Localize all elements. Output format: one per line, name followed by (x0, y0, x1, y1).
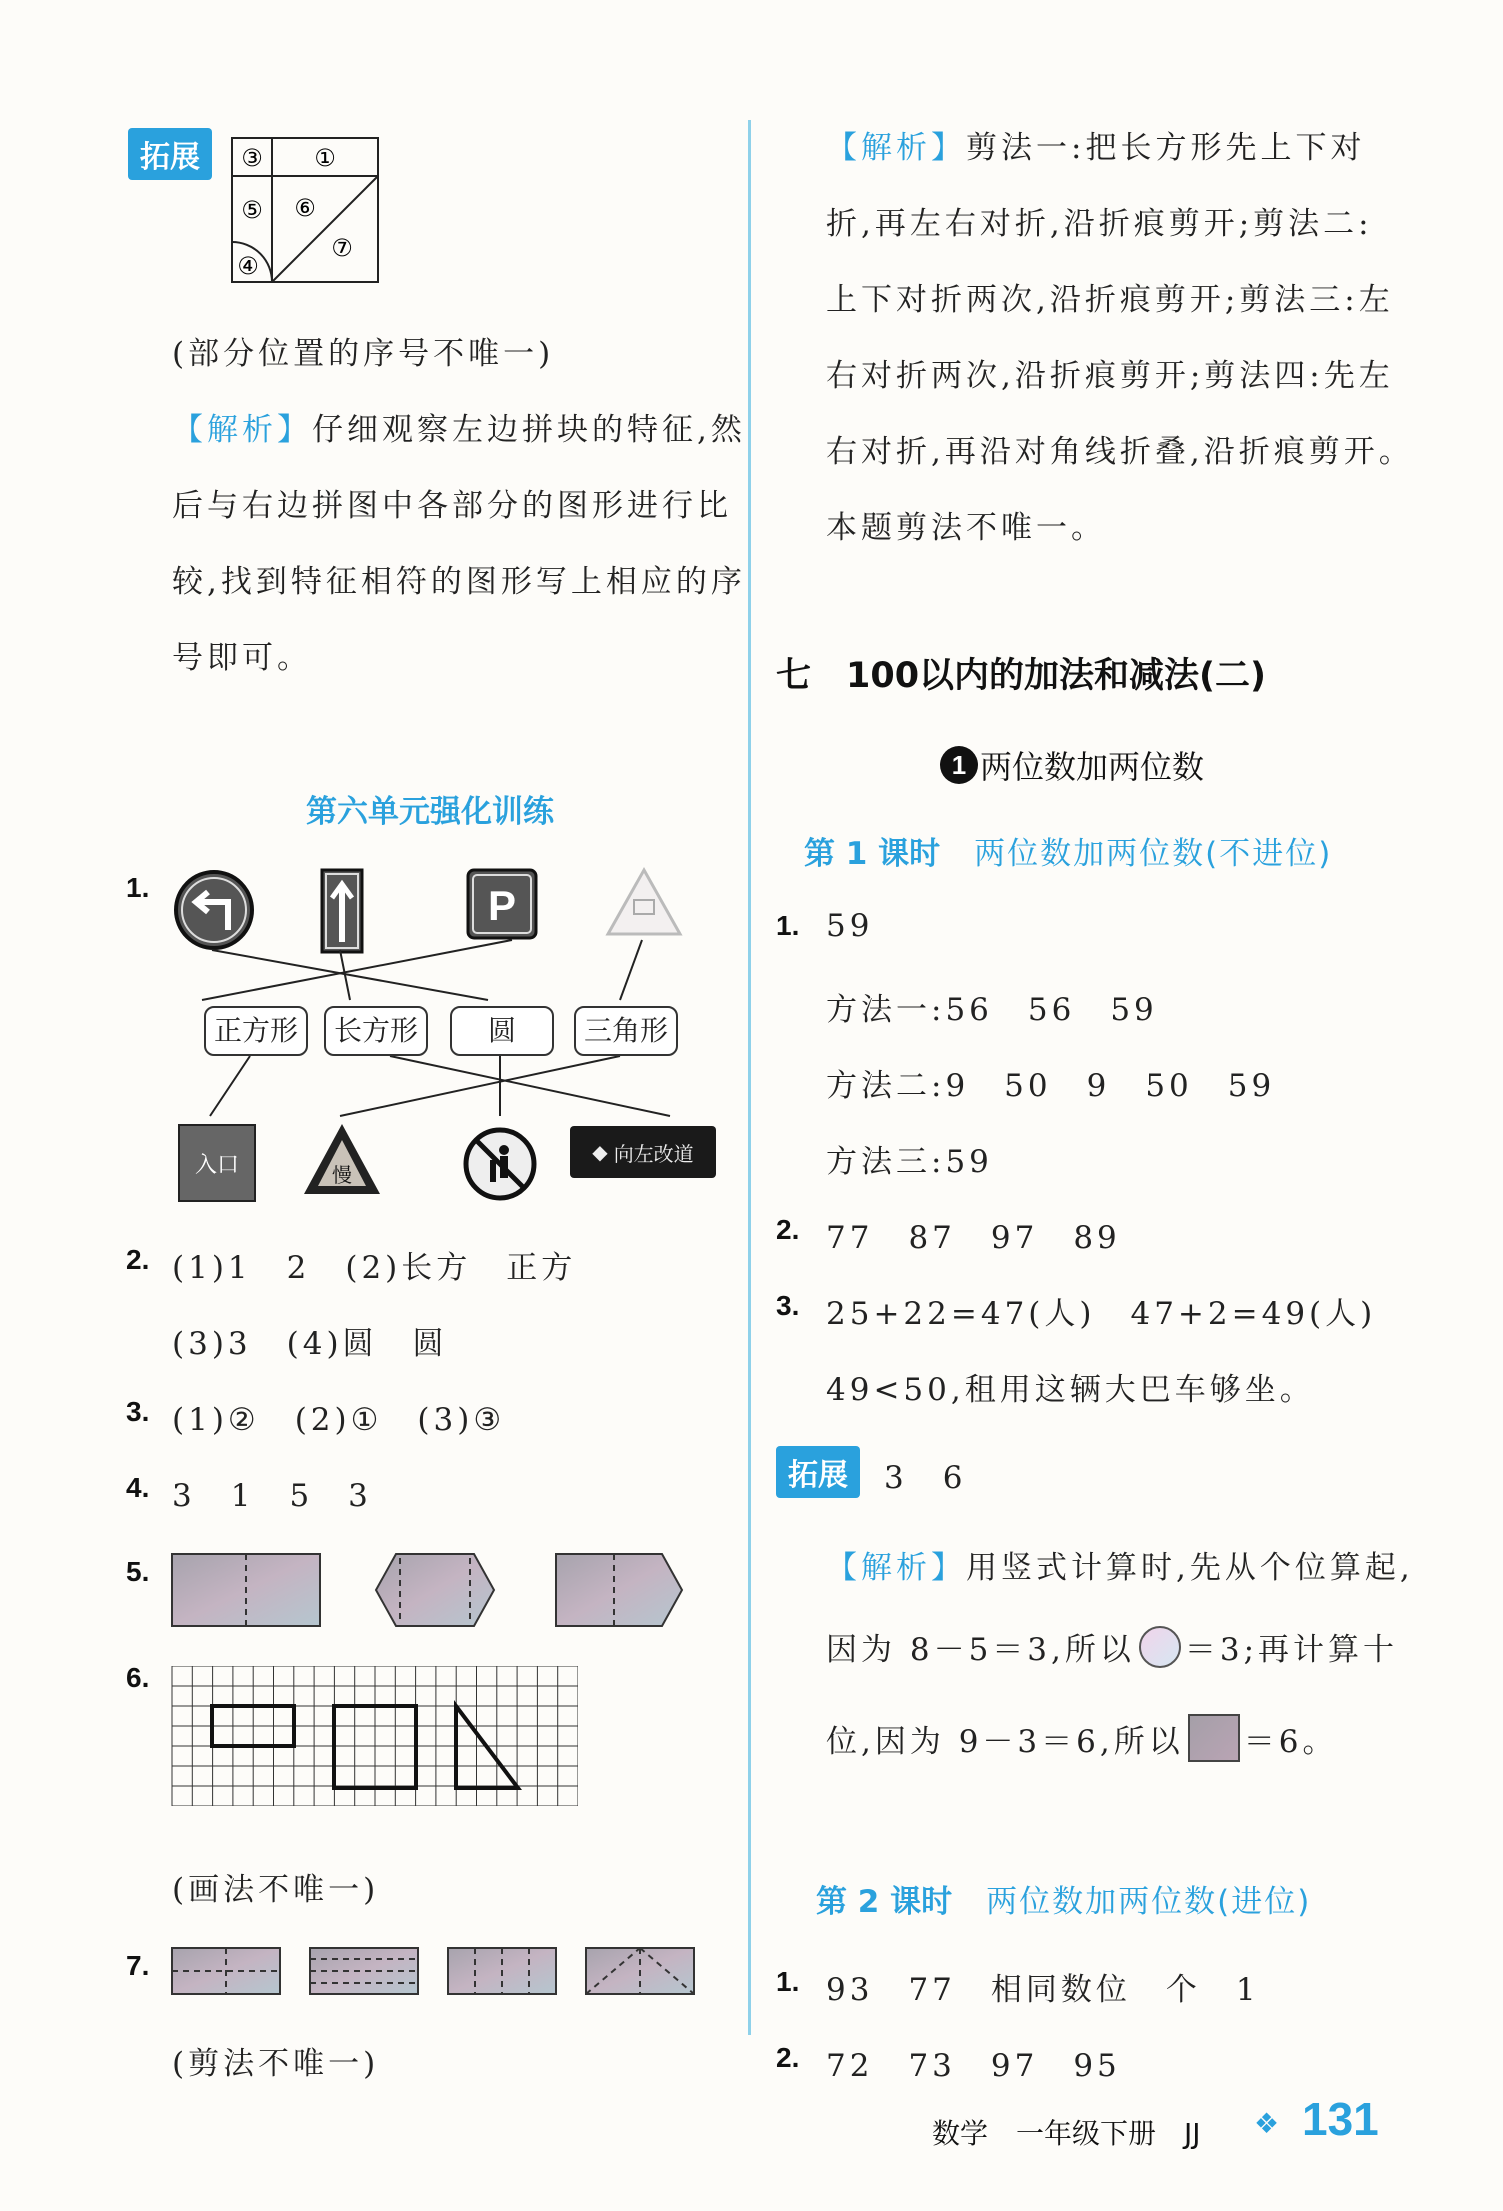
right-analysis2-tag: 【解析】 (826, 1550, 966, 1586)
a1-method-2: 方法二:9 50 9 50 59 (826, 1068, 1276, 1104)
a1-method-3: 方法三:59 (826, 1144, 993, 1180)
right-analysis-line-3: 上下对折两次,沿折痕剪开;剪法三:左 (826, 282, 1394, 318)
square-placeholder-icon (1188, 1714, 1240, 1762)
a3-answer-line-2: 49<50,租用这辆大巴车够坐。 (826, 1372, 1315, 1408)
analysis-line-2: 后与右边拼图中各部分的图形进行比 (172, 488, 732, 524)
section-title: 两位数加两位数 (980, 748, 1205, 786)
a1-answer: 59 (826, 908, 874, 944)
label-triangle: 三角形 (574, 1006, 678, 1056)
b1-answer: 93 77 相同数位 个 1 (826, 1972, 1260, 2008)
right-analysis-line-5: 右对折,再沿对角线折叠,沿折痕剪开。 (826, 434, 1414, 470)
svg-text:慢: 慢 (332, 1163, 352, 1187)
column-divider (748, 120, 751, 2035)
label-square: 正方形 (204, 1006, 308, 1056)
extension-badge: 拓展 (128, 128, 212, 180)
entry-sign: 入口 (178, 1124, 256, 1202)
b2-number: 2. (776, 2042, 800, 2073)
puzzle-label-1: ① (314, 144, 336, 172)
q5-fold-figures (170, 1550, 690, 1632)
puzzle-label-3: ③ (241, 144, 263, 172)
slow-sign (300, 1120, 384, 1198)
q2-answer-line-2: (3)3 (4)圆 圆 (172, 1326, 448, 1362)
circle-placeholder-icon (1139, 1626, 1181, 1668)
q4-answer: 3 1 5 3 (172, 1478, 372, 1514)
right-analysis2-line-1: 【解析】用竖式计算时,先从个位算起, (826, 1550, 1414, 1586)
q7-number: 7. (126, 1950, 150, 1981)
right-analysis-tag: 【解析】 (826, 130, 966, 166)
lesson-2-heading (816, 1876, 1311, 1921)
right-extension-badge: 拓展 (776, 1446, 860, 1498)
lesson-2-title: 两位数加两位数(进位) (986, 1884, 1312, 1920)
note-drawing-not-unique: (画法不唯一) (172, 1872, 380, 1908)
analysis-tag: 【解析】 (172, 412, 312, 448)
q6-number: 6. (126, 1662, 150, 1693)
lesson-1-label: 第 1 课时 (804, 836, 941, 872)
q7-cut-figures (170, 1944, 700, 2000)
q4-number: 4. (126, 1472, 150, 1503)
puzzle-label-6: ⑥ (294, 194, 316, 222)
label-circle: 圆 (450, 1006, 554, 1056)
no-entry-sign (462, 1126, 538, 1202)
q3-number: 3. (126, 1396, 150, 1427)
right-analysis2-line-2: 因为 8－5＝3,所以 ＝3;再计算十 (826, 1624, 1398, 1669)
q3-answer: (1)② (2)① (3)③ (172, 1402, 506, 1438)
page-number: 131 (1302, 2093, 1379, 2145)
note-cut-not-unique: (剪法不唯一) (172, 2046, 380, 2082)
b1-number: 1. (776, 1966, 800, 1997)
a2-number: 2. (776, 1214, 800, 1245)
analysis-line-1: 【解析】仔细观察左边拼块的特征,然 (172, 412, 746, 448)
unit-title: 第六单元强化训练 (306, 794, 554, 830)
a3-answer-line-1: 25+22=47(人) 47+2=49(人) (826, 1296, 1377, 1332)
diamond-icon: ❖ (1254, 2107, 1280, 2140)
a3-number: 3. (776, 1290, 800, 1321)
detour-arrow-icon: ◆ (592, 1140, 608, 1164)
analysis-line-3: 较,找到特征相符的图形写上相应的序 (172, 564, 746, 600)
right-analysis-line-6: 本题剪法不唯一。 (826, 510, 1106, 546)
right-analysis2-line-3: 位,因为 9－3＝6,所以 ＝6。 (826, 1714, 1337, 1762)
q5-number: 5. (126, 1556, 150, 1587)
right-analysis-line-2: 折,再左右对折,沿折痕剪开;剪法二: (826, 206, 1373, 242)
section-heading (940, 742, 1204, 788)
label-rectangle: 长方形 (324, 1006, 428, 1056)
chapter-title: 七 100以内的加法和减法(二) (776, 656, 1267, 696)
a1-number: 1. (776, 910, 800, 941)
puzzle-label-4: ④ (237, 252, 259, 280)
lesson-2-label: 第 2 课时 (816, 1884, 953, 1920)
puzzle-figure (230, 136, 380, 284)
b2-answer: 72 73 97 95 (826, 2048, 1121, 2084)
note-not-unique: (部分位置的序号不唯一) (172, 336, 555, 372)
puzzle-label-5: ⑤ (241, 196, 263, 224)
lesson-1-title: 两位数加两位数(不进位) (974, 836, 1333, 872)
a2-answer: 77 87 97 89 (826, 1220, 1121, 1256)
q1-number: 1. (126, 872, 150, 903)
q6-grid-drawing (170, 1666, 578, 1806)
lesson-1-heading (804, 828, 1332, 873)
detour-left-sign: ◆ 向左改道 (570, 1126, 716, 1178)
footer-subject: 数学 一年级下册 JJ (932, 2117, 1201, 2150)
a1-method-1: 方法一:56 56 59 (826, 992, 1158, 1028)
puzzle-label-7: ⑦ (331, 234, 353, 262)
right-analysis-line-1: 【解析】剪法一:把长方形先上下对 (826, 130, 1366, 166)
warning-triangle-sign (604, 866, 684, 938)
extension-answer: 3 6 (884, 1460, 967, 1496)
q2-number: 2. (126, 1244, 150, 1275)
right-analysis-line-4: 右对折两次,沿折痕剪开;剪法四:先左 (826, 358, 1394, 394)
svg-text:P: P (487, 882, 517, 929)
section-number-badge: 1 (940, 746, 978, 784)
analysis-line-4: 号即可。 (172, 640, 312, 676)
q2-answer-line-1: (1)1 2 (2)长方 正方 (172, 1250, 577, 1286)
